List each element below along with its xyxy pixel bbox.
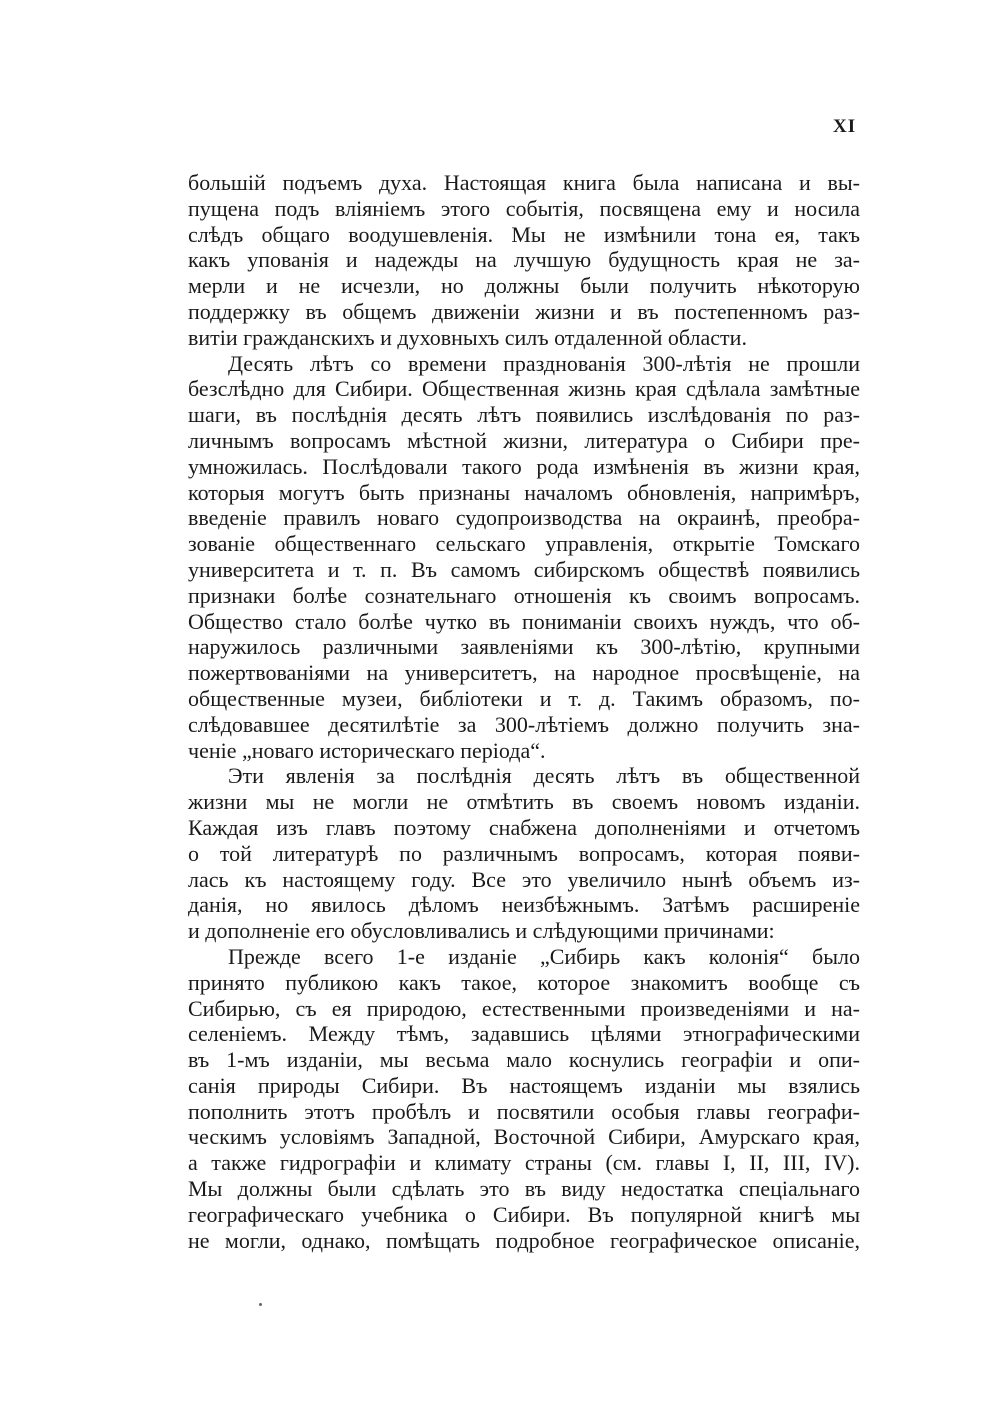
text-line: пополнить этотъ пробѣлъ и посвятили особыя главы географи- — [188, 1098, 860, 1124]
text-line: безслѣдно для Сибири. Общественная жизнь края сдѣлала замѣтные — [188, 376, 860, 402]
print-speck — [259, 1303, 262, 1306]
paragraph-2 — [188, 351, 860, 764]
text-line: которыя могутъ быть признаны началомъ обновленія, напримѣръ, — [188, 479, 860, 505]
text-line: умножилась. Послѣдовали такого рода измѣненія въ жизни края, — [188, 453, 860, 479]
text-line: Десять лѣтъ со времени празднованія 300-лѣтія не прошли — [228, 350, 860, 376]
text-line: въ 1-мъ изданіи, мы весьма мало коснулись географіи и опи- — [188, 1047, 860, 1073]
text-line: наружилось различными заявленіями къ 300-лѣтію, крупными — [188, 634, 860, 660]
text-line: а также гидрографіи и климату страны (см. главы I, II, III, IV). — [188, 1150, 860, 1176]
text-line: данія, но явилось дѣломъ неизбѣжнымъ. Затѣмъ расширеніе — [188, 892, 860, 918]
text-line: жизни мы не могли не отмѣтить въ своемъ новомъ изданіи. — [188, 789, 860, 815]
text-line: пущена подъ вліяніемъ этого событія, посвящена ему и носила — [188, 195, 860, 221]
text-line: зованіе общественнаго сельскаго управленія, открытіе Томскаго — [188, 531, 860, 557]
text-line: шаги, въ послѣднія десять лѣтъ появились изслѣдованія по раз- — [188, 402, 860, 428]
paragraph-4 — [188, 944, 860, 1254]
text-line: слѣдовавшее десятилѣтіе за 300-лѣтіемъ должно получить зна- — [188, 711, 860, 737]
text-line: не могли, однако, помѣщать подробное географическое описаніе, — [188, 1227, 860, 1253]
text-line: большій подъемъ духа. Настоящая книга была написана и вы- — [188, 170, 860, 195]
text-line: университета и т. п. Въ самомъ сибирскомъ обществѣ появились — [188, 556, 860, 582]
text-line: ческимъ условіямъ Западной, Восточной Сибири, Амурскаго края, — [188, 1124, 860, 1150]
text-line: Общество стало болѣе чутко въ пониманіи своихъ нуждъ, что об- — [188, 608, 860, 634]
text-line: географическаго учебника о Сибири. Въ популярной книгѣ мы — [188, 1201, 860, 1227]
text-line: витіи гражданскихъ и духовныхъ силъ отдаленной области. — [188, 324, 747, 350]
text-line: личнымъ вопросамъ мѣстной жизни, литература о Сибири пре- — [188, 427, 860, 453]
paragraph-3 — [188, 763, 860, 944]
text-line: мерли и не исчезли, но должны были получить нѣкоторую — [188, 273, 860, 299]
text-line: и дополненіе его обусловливались и слѣдующими причинами: — [188, 918, 775, 944]
text-line: Эти явленія за послѣднія десять лѣтъ въ общественной — [228, 763, 860, 789]
text-line: Прежде всего 1-е изданіе „Сибирь какъ колонія“ было — [228, 943, 860, 969]
body-text — [188, 170, 860, 1253]
text-line: принято публикою какъ такое, которое знакомитъ вообще съ — [188, 969, 860, 995]
page-number: XI — [833, 116, 857, 137]
text-line: о той литературѣ по различнымъ вопросамъ, которая появи- — [188, 840, 860, 866]
text-line: общественные музеи, библіотеки и т. д. Такимъ образомъ, по- — [188, 685, 860, 711]
text-line: слѣдъ общаго воодушевленія. Мы не измѣнили тона ея, такъ — [188, 221, 860, 247]
paragraph-1 — [188, 170, 860, 351]
text-line: пожертвованіями на университетъ, на народное просвѣщеніе, на — [188, 660, 860, 686]
text-line: Сибирью, съ ея природою, естественными произведеніями и на- — [188, 995, 860, 1021]
text-line: лась къ настоящему году. Все это увеличило нынѣ объемъ из- — [188, 866, 860, 892]
text-line: селеніемъ. Между тѣмъ, задавшись цѣлями этнографическими — [188, 1021, 860, 1047]
text-line: Мы должны были сдѣлать это въ виду недостатка спеціальнаго — [188, 1176, 860, 1202]
text-line: признаки болѣе сознательнаго отношенія къ своимъ вопросамъ. — [188, 582, 860, 608]
text-line: Каждая изъ главъ поэтому снабжена дополненіями и отчетомъ — [188, 814, 860, 840]
text-line: ченіе „новаго историческаго періода“. — [188, 737, 546, 763]
text-line: какъ упованія и надежды на лучшую будущность края не за- — [188, 247, 860, 273]
text-line: поддержку въ общемъ движеніи жизни и въ постепенномъ раз- — [188, 298, 860, 324]
text-line: введеніе правилъ новаго судопроизводства на окраинѣ, преобра- — [188, 505, 860, 531]
text-line: санія природы Сибири. Въ настоящемъ изданіи мы взялись — [188, 1072, 860, 1098]
